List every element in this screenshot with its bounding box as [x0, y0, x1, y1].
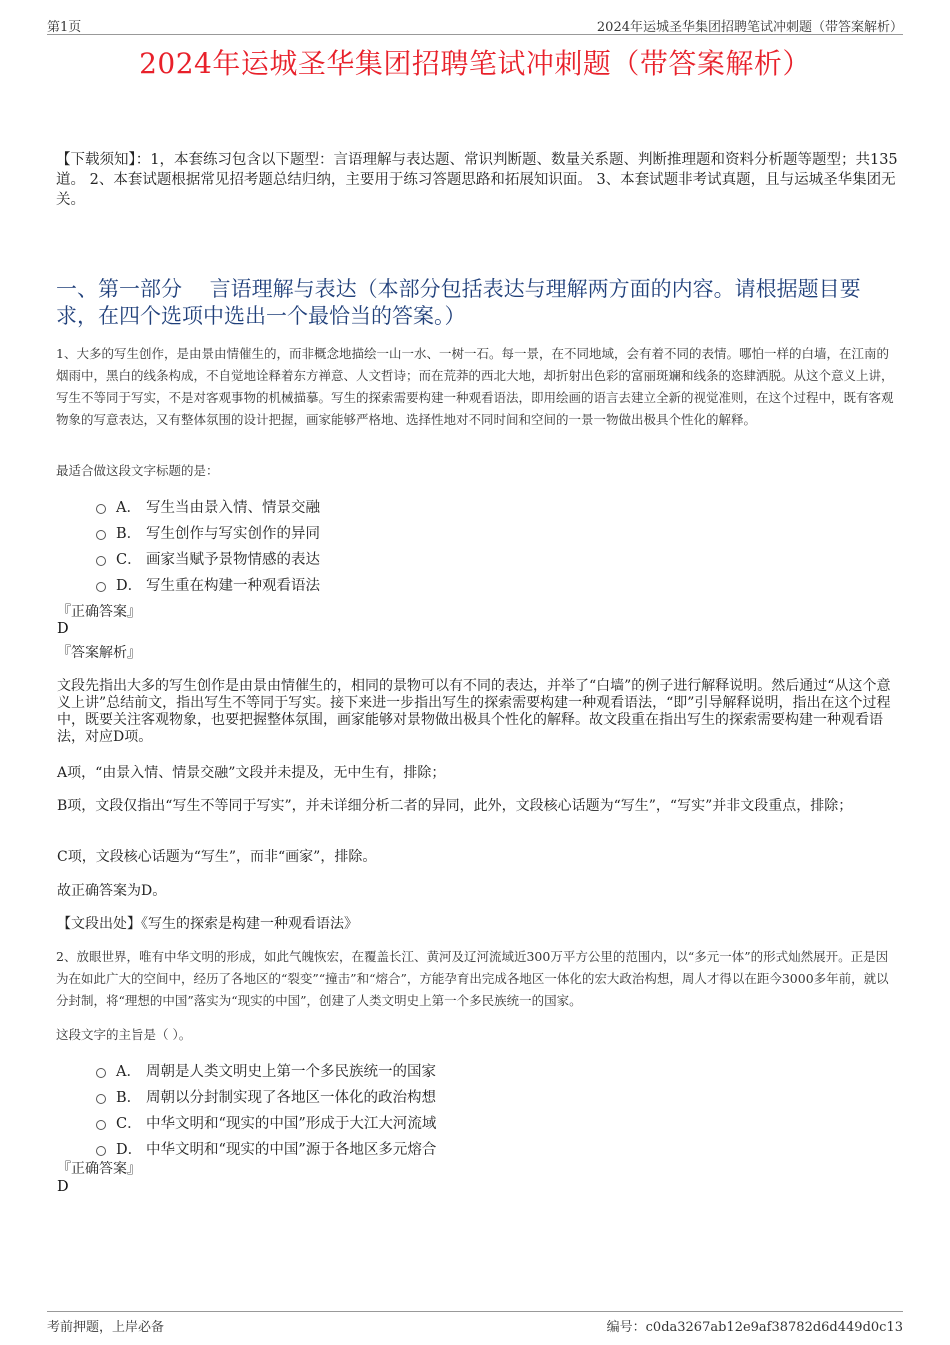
page-footer — [47, 1311, 903, 1335]
option-text: 周朝以分封制实现了各地区一体化的政治构想 — [146, 1089, 436, 1106]
option-key: B． — [116, 525, 142, 542]
page-title: 2024年运城圣华集团招聘笔试冲刺题（带答案解析） — [139, 47, 811, 80]
question-2-text: 2、放眼世界，唯有中华文明的形成，如此气魄恢宏，在覆盖长江、黄河及辽河流域近300万平方公里的范围内，以“多元一体”的形式灿然展开。正是因为在如此广大的空间中，经历了各地区的“裂变”“撞击”和“熔合”，方能孕育出完成各地区一体化的宏大政治构想，周人才得以在距今3000多年前，就以分封制，将“理想的中国”落实为“现实的中国”，创建了人类文明史上第一个多民族统一的国家。 — [56, 949, 889, 1008]
question-1-prompt: 最适合做这段文字标题的是： — [56, 463, 219, 478]
option-b[interactable] — [96, 519, 320, 545]
radio-icon[interactable] — [96, 504, 106, 514]
analysis-paragraph: A项，“由景入情、情景交融”文段并未提及，无中生有，排除； — [57, 765, 446, 781]
answer-value: D — [57, 621, 69, 637]
analysis-label: 『答案解析』 — [57, 645, 141, 661]
option-key: D． — [116, 577, 143, 594]
option-key: C． — [116, 551, 142, 568]
analysis-paragraph: B项，文段仅指出“写生不等同于写实”，并未详细分析二者的异同，此外，文段核心话题为“写生”，“写实”并非文段重点，排除； — [57, 798, 853, 814]
radio-icon[interactable] — [96, 556, 106, 566]
option-b[interactable] — [96, 1083, 436, 1109]
question-2-prompt: 这段文字的主旨是（ ）。 — [56, 1027, 192, 1042]
header-doc-title: 2024年运城圣华集团招聘笔试冲刺题（带答案解析） — [596, 20, 903, 35]
radio-icon[interactable] — [96, 1094, 106, 1104]
option-text: 写生当由景入情、情景交融 — [146, 499, 320, 516]
option-key: C． — [116, 1115, 142, 1132]
source-note: 【文段出处】《写生的探索是构建一种观看语法》 — [57, 916, 358, 932]
question-1-options — [96, 493, 320, 597]
answer-value: D — [57, 1179, 69, 1195]
option-key: A． — [116, 1063, 141, 1080]
analysis-paragraph: 故正确答案为D。 — [57, 883, 167, 899]
option-a[interactable] — [96, 493, 320, 519]
option-text: 写生创作与写实创作的异同 — [146, 525, 320, 542]
download-notice: 【下载须知】：1，本套练习包含以下题型：言语理解与表达题、常识判断题、数量关系题、判断推理题和资料分析题等题型；共135道。 2、本套试题根据常见招考题总结归纳，主要用于练习答题思路和拓展知识面。 3、本套试题非考试真题，且与运城圣华集团无关。 — [56, 152, 898, 208]
radio-icon[interactable] — [96, 582, 106, 592]
question-2-options — [96, 1057, 436, 1161]
option-c[interactable] — [96, 545, 320, 571]
analysis-paragraph: 文段先指出大多的写生创作是由景由情催生的，相同的景物可以有不同的表达，并举了“白墙”的例子进行解释说明。然后通过“从这个意义上讲”总结前文，指出写生不等同于写实。接下来进一步指出写生的探索需要构建一种观看语法，“即”引导解释说明，指出在这个过程中，既要关注客观物象，也要把握整体氛围，画家能够对景物做出极具个性化的解释。故文段重在指出写生的探索需要构建一种观看语法，对应D项。 — [57, 678, 891, 745]
question-1-text: 1、大多的写生创作，是由景由情催生的，而非概念地描绘一山一水、一树一石。每一景，在不同地域，会有着不同的表情。哪怕一样的白墙，在江南的烟雨中，黑白的线条构成，不自觉地诠释着东方禅意、人文哲诗；而在荒莽的西北大地，却折射出色彩的富丽斑斓和线条的恣肆洒脱。从这个意义上讲，写生不等同于写实，不是对客观事物的机械描摹。写生的探索需要构建一种观看语法，即用绘画的语言去建立全新的视觉准则，在这个过程中，既有客观物象的写意表达，又有整体氛围的设计把握，画家能够严格地、选择性地对不同时间和空间的一景一物做出极具个性化的解释。 — [56, 346, 894, 427]
analysis-paragraph: C项，文段核心话题为“写生”，而非“画家”，排除。 — [57, 849, 377, 865]
radio-icon[interactable] — [96, 530, 106, 540]
option-key: D． — [116, 1141, 143, 1158]
option-text: 画家当赋予景物情感的表达 — [146, 551, 320, 568]
option-d[interactable] — [96, 571, 320, 597]
option-text: 中华文明和“现实的中国”形成于大江大河流域 — [146, 1115, 437, 1132]
option-key: A． — [116, 499, 141, 516]
radio-icon[interactable] — [96, 1120, 106, 1130]
option-text: 周朝是人类文明史上第一个多民族统一的国家 — [146, 1063, 436, 1080]
section-title: 一、第一部分 言语理解与表达（本部分包括表达与理解两方面的内容。请根据题目要求，在四个选项中选出一个最恰当的答案。） — [56, 277, 861, 328]
answer-label: 『正确答案』 — [57, 604, 141, 620]
option-key: B． — [116, 1089, 142, 1106]
answer-label: 『正确答案』 — [57, 1161, 141, 1177]
option-text: 写生重在构建一种观看语法 — [146, 577, 320, 594]
footer-slogan: 考前押题，上岸必备 — [47, 1320, 165, 1335]
radio-icon[interactable] — [96, 1068, 106, 1078]
document-id: 编号：c0da3267ab12e9af38782d6d449d0c13 — [606, 1320, 903, 1335]
radio-icon[interactable] — [96, 1146, 106, 1156]
option-c[interactable] — [96, 1109, 436, 1135]
page-number: 第1页 — [47, 20, 82, 35]
page-header — [47, 14, 903, 35]
option-a[interactable] — [96, 1057, 436, 1083]
option-text: 中华文明和“现实的中国”源于各地区多元熔合 — [146, 1141, 437, 1158]
option-d[interactable] — [96, 1135, 436, 1161]
